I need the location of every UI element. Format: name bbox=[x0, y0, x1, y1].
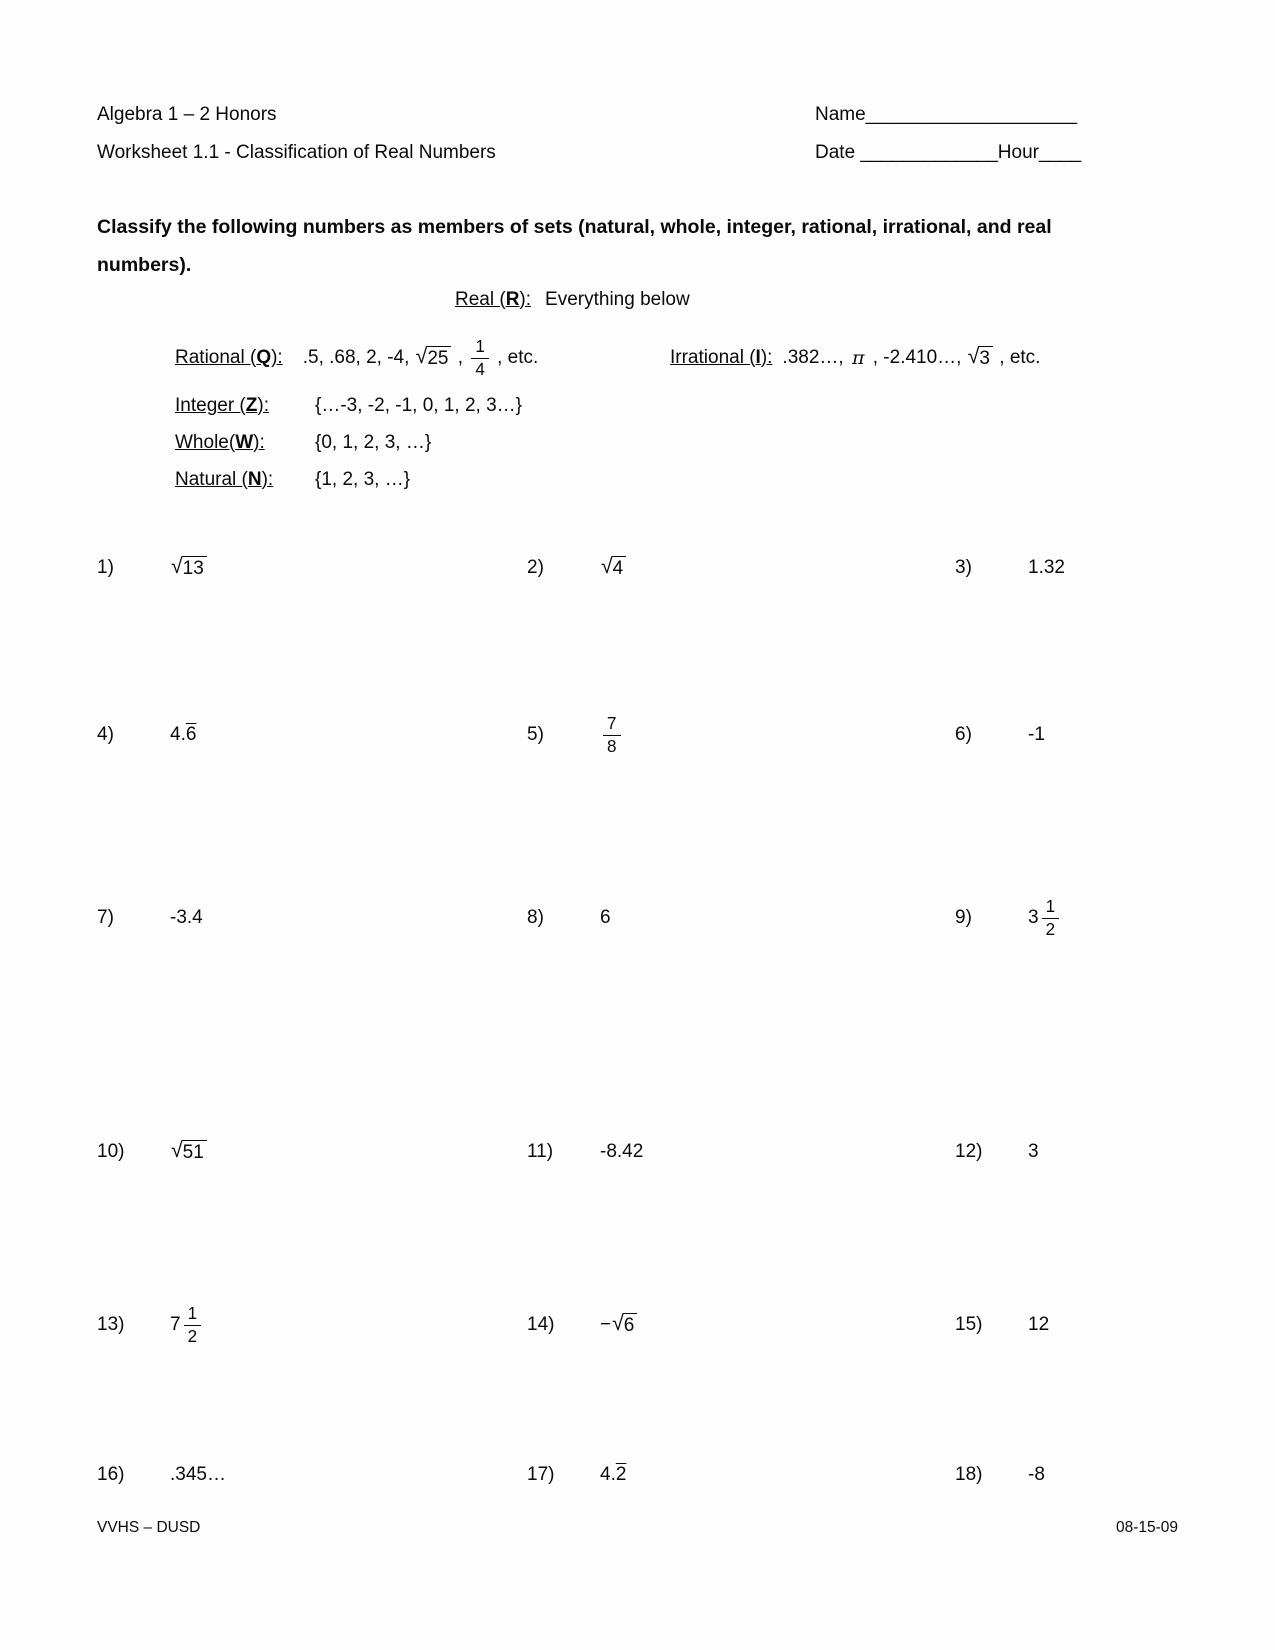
real-set-value: Everything below bbox=[545, 289, 690, 310]
math-text: 3 bbox=[1028, 1140, 1039, 1162]
math-text: 3 bbox=[1028, 906, 1039, 928]
radicand: 4 bbox=[612, 556, 627, 580]
problem-number: 18) bbox=[955, 1463, 983, 1485]
radical-sign: √ bbox=[171, 554, 183, 579]
fraction-denominator: 2 bbox=[1045, 919, 1056, 939]
problem-item bbox=[527, 906, 955, 931]
set-label-text: ): bbox=[760, 346, 773, 368]
problem-value bbox=[170, 1140, 208, 1164]
problem-row bbox=[97, 699, 1178, 771]
fraction bbox=[184, 1304, 202, 1345]
problem-number: 4) bbox=[97, 723, 114, 745]
problem-value bbox=[1028, 1140, 1039, 1165]
fraction-denominator: 8 bbox=[607, 736, 617, 756]
math-text: .382…, bbox=[782, 346, 849, 368]
problem-item bbox=[955, 723, 1178, 748]
sqrt-expression bbox=[612, 1313, 637, 1337]
problem-value bbox=[170, 1463, 226, 1488]
problem-item bbox=[955, 1313, 1178, 1338]
problem-item bbox=[955, 897, 1178, 938]
fraction-numerator: 7 bbox=[603, 714, 621, 735]
problem-row bbox=[97, 532, 1178, 604]
radical-sign: √ bbox=[967, 344, 980, 369]
radicand: 51 bbox=[182, 1140, 207, 1164]
problem-row bbox=[97, 1289, 1178, 1361]
sqrt-expression bbox=[171, 556, 207, 580]
problem-item bbox=[97, 906, 527, 931]
math-text: .5, .68, 2, -4, bbox=[302, 346, 415, 368]
math-text: − bbox=[600, 1313, 612, 1335]
problem-item bbox=[527, 1313, 955, 1338]
pi-symbol: π bbox=[851, 346, 865, 369]
math-text: 4. bbox=[170, 723, 186, 745]
radical-sign: √ bbox=[601, 554, 613, 579]
problem-value bbox=[170, 723, 196, 748]
problem-value bbox=[600, 556, 627, 580]
whole-set-value: {0, 1, 2, 3, …} bbox=[315, 432, 432, 453]
problem-value bbox=[170, 556, 208, 580]
repeating-digit: 6 bbox=[185, 723, 197, 745]
problem-value bbox=[1028, 556, 1065, 581]
set-letter: Z bbox=[245, 395, 258, 416]
radical-sign: √ bbox=[612, 1311, 624, 1336]
problem-number: 14) bbox=[527, 1313, 555, 1335]
radicand: 25 bbox=[426, 346, 451, 370]
math-text: , etc. bbox=[491, 346, 539, 368]
radical-sign: √ bbox=[171, 1138, 183, 1163]
radical-sign: √ bbox=[415, 344, 428, 369]
problem-value bbox=[600, 1463, 626, 1488]
set-letter: R bbox=[505, 289, 520, 310]
set-label-text: Natural ( bbox=[175, 469, 248, 490]
problem-number: 17) bbox=[527, 1463, 555, 1485]
radicand: 6 bbox=[623, 1313, 638, 1337]
instructions: Classify the following numbers as members of sets (natural, whole, integer, rational, irrational, and real numbers). bbox=[97, 216, 1052, 276]
problem-item bbox=[955, 1463, 1178, 1488]
problem-number: 12) bbox=[955, 1140, 983, 1162]
set-label-text: ): bbox=[519, 289, 532, 310]
problem-item bbox=[97, 1463, 527, 1488]
math-text: -1 bbox=[1028, 723, 1045, 745]
worksheet-title: Worksheet 1.1 - Classification of Real Numbers bbox=[97, 142, 496, 163]
problem-item bbox=[955, 556, 1178, 581]
fraction bbox=[1042, 897, 1060, 938]
problem-number: 10) bbox=[97, 1140, 125, 1162]
problem-value bbox=[1028, 1313, 1049, 1338]
radicand: 3 bbox=[978, 346, 993, 370]
problem-number: 16) bbox=[97, 1463, 125, 1485]
problem-item bbox=[527, 1463, 955, 1488]
date-hour-line: Date _____________Hour____ bbox=[815, 142, 1082, 163]
sqrt-expression bbox=[171, 1140, 207, 1164]
problem-number: 6) bbox=[955, 723, 972, 745]
problem-value bbox=[600, 1140, 643, 1165]
set-letter: W bbox=[235, 432, 254, 453]
problem-number: 7) bbox=[97, 906, 114, 928]
fraction-numerator: 1 bbox=[471, 337, 489, 358]
problem-item bbox=[955, 1140, 1178, 1165]
math-text: -3.4 bbox=[170, 906, 203, 928]
math-text: 4. bbox=[600, 1463, 616, 1485]
page-footer bbox=[97, 1518, 1178, 1538]
set-label-text: Real ( bbox=[455, 289, 506, 310]
footer-school: VVHS – DUSD bbox=[97, 1519, 201, 1536]
problem-row bbox=[97, 1116, 1178, 1188]
set-label-text: Rational ( bbox=[175, 346, 257, 368]
natural-set-value: {1, 2, 3, …} bbox=[315, 469, 411, 490]
math-text: .345… bbox=[170, 1463, 226, 1485]
math-text: 7 bbox=[170, 1313, 181, 1335]
repeating-digit: 2 bbox=[615, 1463, 627, 1485]
name-line: Name____________________ bbox=[815, 104, 1078, 125]
problem-value bbox=[170, 1304, 204, 1345]
set-label-text: ): bbox=[271, 346, 283, 368]
problem-item bbox=[97, 1304, 527, 1345]
fraction bbox=[603, 714, 621, 755]
problem-number: 1) bbox=[97, 556, 114, 578]
problem-number: 8) bbox=[527, 906, 544, 928]
sqrt-expression bbox=[601, 556, 626, 580]
set-label-text: Whole( bbox=[175, 432, 236, 453]
set-label-text: ): bbox=[257, 395, 269, 416]
problem-item bbox=[97, 1140, 527, 1165]
problem-number: 9) bbox=[955, 906, 972, 928]
problem-number: 5) bbox=[527, 723, 544, 745]
problem-item bbox=[527, 1140, 955, 1165]
problem-value bbox=[600, 1313, 638, 1338]
set-label-text: ): bbox=[253, 432, 265, 453]
math-text: 6 bbox=[600, 906, 611, 928]
problem-value bbox=[600, 714, 624, 755]
problem-value bbox=[1028, 723, 1045, 748]
problem-item bbox=[97, 556, 527, 581]
set-label-text: Integer ( bbox=[175, 395, 246, 416]
problem-value bbox=[1028, 897, 1062, 938]
problem-number: 13) bbox=[97, 1313, 125, 1335]
problem-value bbox=[170, 906, 203, 931]
problem-number: 11) bbox=[527, 1140, 554, 1162]
radicand: 13 bbox=[182, 556, 207, 580]
problem-item bbox=[97, 723, 527, 748]
problem-row bbox=[97, 882, 1178, 954]
fraction-numerator: 1 bbox=[1042, 897, 1060, 918]
problem-row bbox=[97, 1439, 1178, 1511]
math-text: -8 bbox=[1028, 1463, 1045, 1485]
set-label-text: Irrational ( bbox=[670, 346, 756, 368]
set-letter: I bbox=[755, 346, 761, 368]
fraction-denominator: 4 bbox=[475, 359, 485, 379]
problem-number: 3) bbox=[955, 556, 972, 578]
problem-value bbox=[1028, 1463, 1045, 1488]
problem-item bbox=[527, 556, 955, 581]
math-text: , etc. bbox=[994, 346, 1041, 368]
set-letter: Q bbox=[256, 346, 272, 368]
math-text: -8.42 bbox=[600, 1140, 644, 1162]
course-title: Algebra 1 – 2 Honors bbox=[97, 104, 277, 125]
set-letter: N bbox=[247, 469, 262, 490]
math-text: , -2.410…, bbox=[867, 346, 967, 368]
fraction-numerator: 1 bbox=[184, 1304, 202, 1325]
integer-set-value: {…-3, -2, -1, 0, 1, 2, 3…} bbox=[315, 395, 522, 416]
footer-date: 08-15-09 bbox=[1115, 1519, 1178, 1536]
math-text: 12 bbox=[1028, 1313, 1050, 1335]
problem-number: 15) bbox=[955, 1313, 983, 1335]
problem-value bbox=[600, 906, 611, 931]
problem-item bbox=[527, 714, 955, 755]
math-text: 1.32 bbox=[1028, 556, 1065, 578]
math-text: , bbox=[452, 346, 469, 368]
fraction-denominator: 2 bbox=[187, 1326, 198, 1346]
problem-number: 2) bbox=[527, 556, 544, 578]
set-label-text: ): bbox=[261, 469, 274, 490]
